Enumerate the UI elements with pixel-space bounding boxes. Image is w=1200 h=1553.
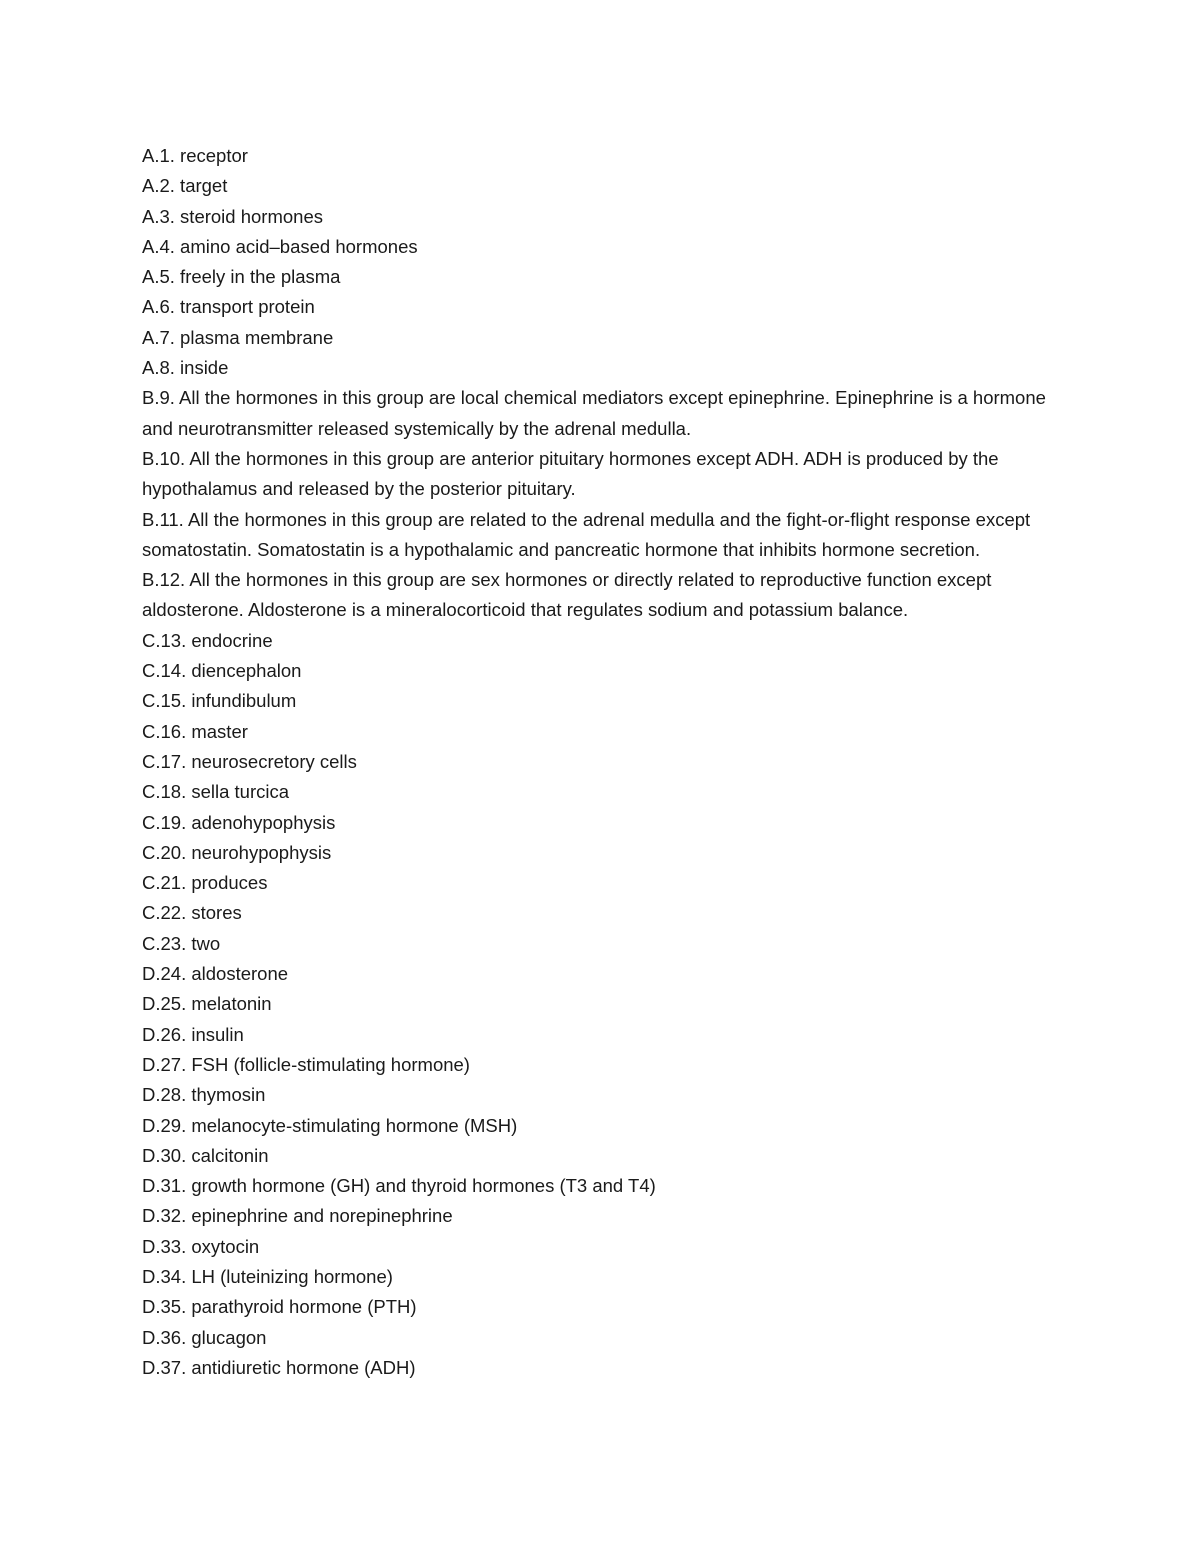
answer-d36: D.36. glucagon <box>142 1326 267 1348</box>
answer-c16: C.16. master <box>142 720 248 742</box>
answer-c20: C.20. neurohypophysis <box>142 841 332 863</box>
answer-d25: D.25. melatonin <box>142 993 272 1015</box>
answer-b9: B.9. All the hormones in this group are local chemical mediators except epinephrine. Epinephrine is a hormone and neurotransmitter released systemically by the adrenal medulla. <box>142 387 1046 439</box>
answer-c15: C.15. infundibulum <box>142 690 297 712</box>
answer-c18: C.18. sella turcica <box>142 781 290 803</box>
answer-d31: D.31. growth hormone (GH) and thyroid hormones (T3 and T4) <box>142 1175 656 1197</box>
answer-a4: A.4. amino acid–based hormones <box>142 235 418 257</box>
answer-c22: C.22. stores <box>142 902 242 924</box>
answer-d37: D.37. antidiuretic hormone (ADH) <box>142 1356 416 1378</box>
answer-a1: A.1. receptor <box>142 145 248 166</box>
answer-c19: C.19. adenohypophysis <box>142 811 336 833</box>
answer-list <box>142 141 1062 1383</box>
answer-a8: A.8. inside <box>142 357 229 379</box>
answer-a2: A.2. target <box>142 175 228 197</box>
answer-d32: D.32. epinephrine and norepinephrine <box>142 1205 453 1227</box>
answer-d29: D.29. melanocyte-stimulating hormone (MSH) <box>142 1114 518 1136</box>
answer-a6: A.6. transport protein <box>142 296 315 318</box>
answer-a3: A.3. steroid hormones <box>142 205 323 227</box>
answer-d33: D.33. oxytocin <box>142 1235 260 1257</box>
answer-d30: D.30. calcitonin <box>142 1144 269 1166</box>
answer-d35: D.35. parathyroid hormone (PTH) <box>142 1296 417 1318</box>
answer-c17: C.17. neurosecretory cells <box>142 750 357 772</box>
answer-c14: C.14. diencephalon <box>142 660 302 682</box>
answer-d26: D.26. insulin <box>142 1023 244 1045</box>
answer-d34: D.34. LH (luteinizing hormone) <box>142 1265 393 1287</box>
answer-c21: C.21. produces <box>142 872 268 894</box>
answer-a7: A.7. plasma membrane <box>142 326 334 348</box>
answer-b12: B.12. All the hormones in this group are sex hormones or directly related to reproductive function except aldosterone. Aldosterone is a mineralocorticoid that regulates sodium and potassium balance. <box>142 569 992 621</box>
answer-d24: D.24. aldosterone <box>142 963 289 985</box>
answer-c23: C.23. two <box>142 932 221 954</box>
answer-a5: A.5. freely in the plasma <box>142 266 341 288</box>
answer-d28: D.28. thymosin <box>142 1084 266 1106</box>
answer-c13: C.13. endocrine <box>142 629 273 651</box>
answer-b11: B.11. All the hormones in this group are related to the adrenal medulla and the fight-or-flight response except somatostatin. Somatostatin is a hypothalamic and pancreatic hormone that inhibits hormone secretion. <box>142 508 1031 560</box>
answer-b10: B.10. All the hormones in this group are anterior pituitary hormones except ADH. ADH is produced by the hypothalamus and released by the posterior pituitary. <box>142 447 999 500</box>
answer-d27: D.27. FSH (follicle-stimulating hormone) <box>142 1053 470 1075</box>
